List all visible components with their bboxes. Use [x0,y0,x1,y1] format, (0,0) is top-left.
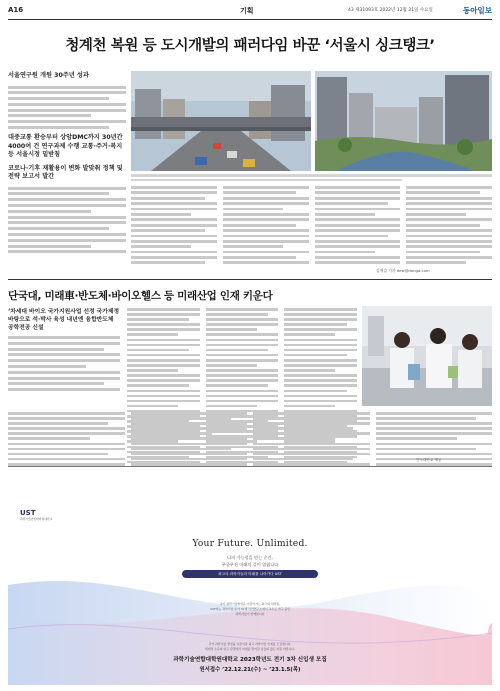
article-1-subhead: 대중교통 환승부터 상암DMC까지 30년간 4000여 건 연구과제 수행 교통·주거·복지 등 서울시정 밑받침 [8,134,123,159]
ad-intro-line: UST에는 과학기술 분야 32개 국가연구소에서 교수로 연구 중인 [209,607,291,611]
article-1-subhead: 서울연구원 개원 30주년 성과 [8,72,89,79]
photo-caption [131,174,492,183]
ad-title: 과학기술연합대학원대학교 2023학년도 전기 3차 신입생 모집 [173,657,327,663]
article-2-subhead: ‘차세대 바이오 국가지원사업 선정 국가제정 바탕으로 석·박사 육성 내년엔 융합반도체 공학전공 신설 [8,309,120,331]
newspaper-header [8,6,492,20]
ad-recruit-line: 세계적 수준의 연구 환경에서 미래를 열어갈 분들의 많은 지원 바랍니다. [204,647,296,651]
article-1-body [131,186,492,266]
article-1-left-column [8,72,126,256]
ust-logo-subtitle: 과학기술연합대학원대학교 [20,517,53,521]
ad-line: 무궁무진 미래의 길이 열립니다 [221,562,279,567]
lab-researchers-photo [362,306,492,406]
cheonggyecheon-before-photo [131,71,311,171]
article-1-text-block [8,86,126,130]
section-label: 기획 [240,7,254,15]
article-1-subhead: 코로나·기후 재활용이 변화 발맞춰 정책 및 전략 보고서 발간 [8,164,123,181]
ust-logo: UST [20,509,36,517]
article-1-headline: 청계천 복원 등 도시개발의 패러다임 바꾼 ‘서울시 싱크탱크’ [65,38,435,54]
ad-intro-line: 과학자들이 함께합니다 [235,612,265,616]
page-number: A16 [8,6,24,14]
section-divider [8,279,492,280]
newspaper-logo: 동아일보 [463,6,492,15]
ad-tagline: Your Future. Unlimited. [192,538,308,549]
article-1-text-block [8,187,126,254]
cheonggyecheon-after-photo [315,71,492,171]
article-2-left-column [8,308,120,394]
ad-application-period: 원서접수 ’22.12.21(수) ~ ’23.1.5(목) [199,667,301,673]
ad-recruit-line: 국가 과학기술 발전을 이끌어갈 최고 과학기술 인재를 모집합니다. [208,642,292,646]
article-2-headline: 단국대, 미래車·반도체·바이오헬스 등 미래산업 인재 키운다 [8,290,273,302]
article-2-text-block [8,336,120,391]
ad-intro-line: 국가 과학기술발전을 이끌어가는 최고의 대학원, [219,602,281,606]
issue-date: 43 제31093호 2022년 12월 21일 수요일 [348,8,433,13]
ad-slogan-pill: 최고의 과학자들과 미래를 나아가다 UST [182,570,318,578]
article-1-byline: 김예슬 기자 dew@donga.com [376,268,430,273]
ust-advertisement [8,466,492,685]
article-2-photo-credit: 단국대학교 제공 [416,458,442,462]
ad-line: 나의 가능성을 믿는 순간, [227,555,273,560]
